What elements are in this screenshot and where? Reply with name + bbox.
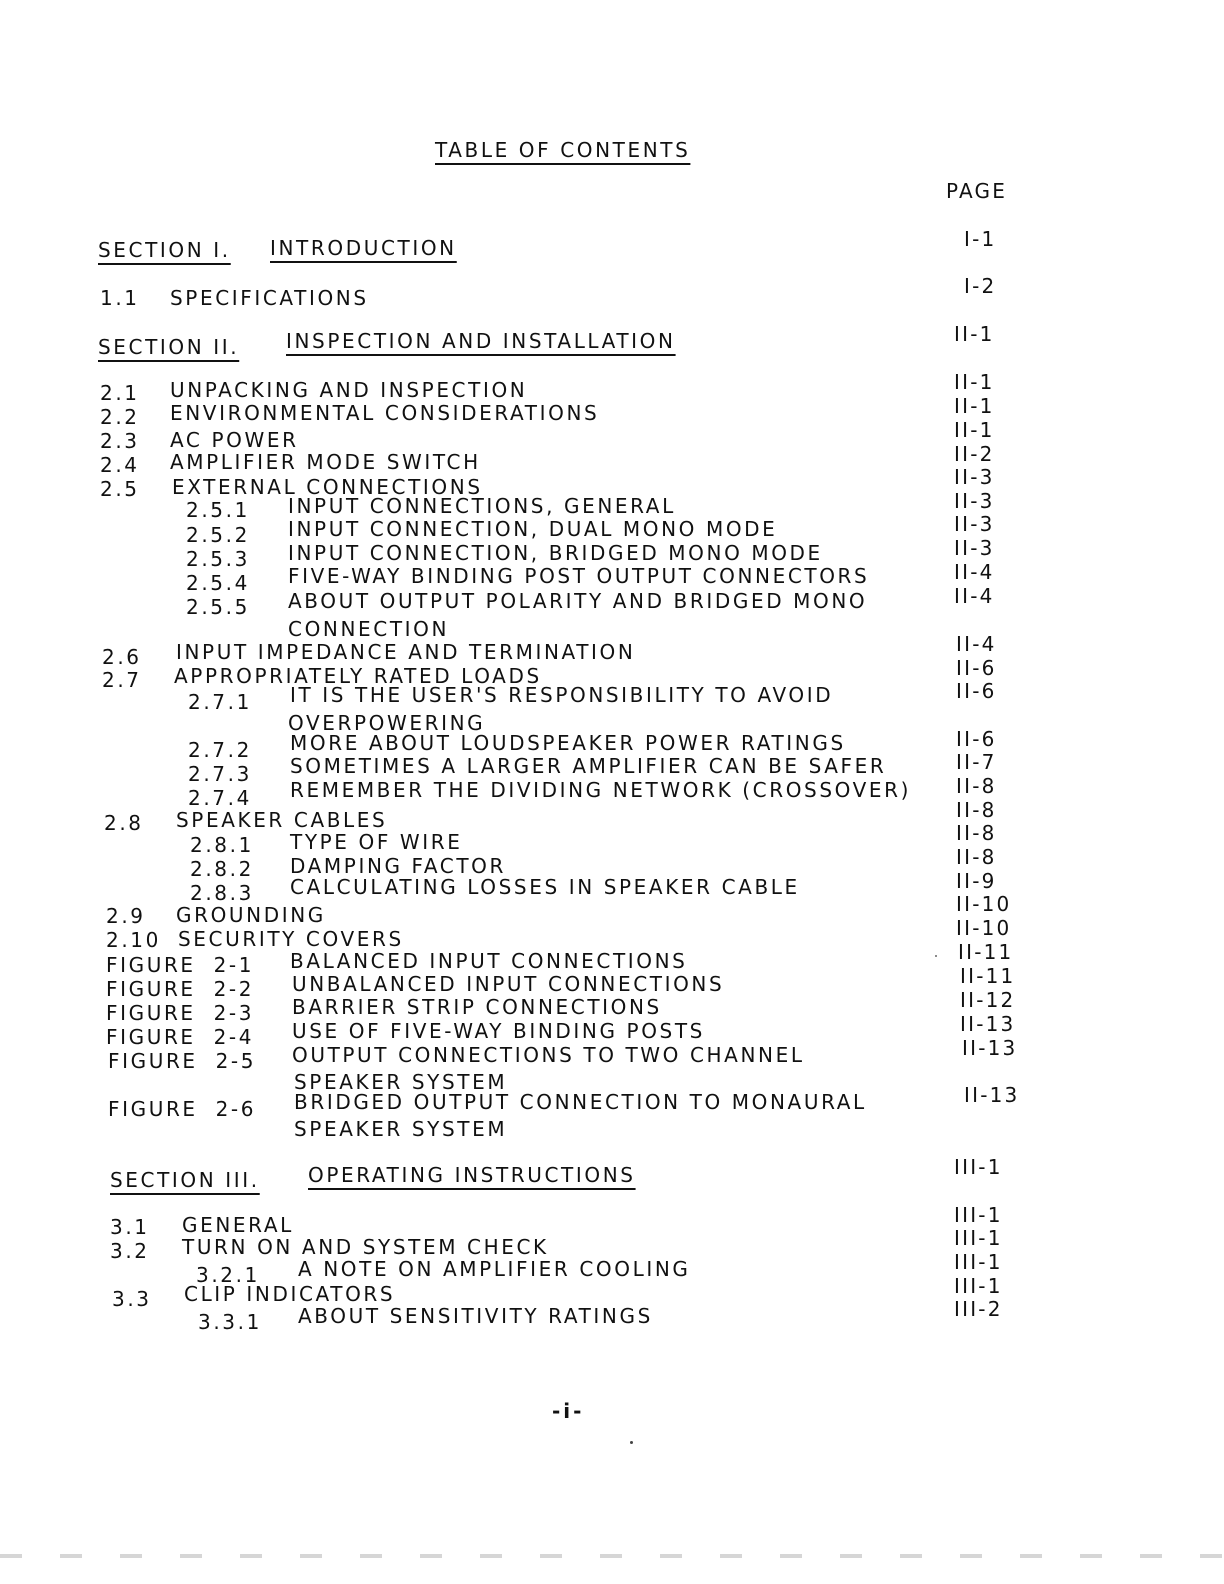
toc-entry-number: 1.1 xyxy=(100,286,140,310)
toc-figure-number: FIGURE 2-5 xyxy=(108,1049,257,1073)
toc-page-number: I-2 xyxy=(964,274,997,298)
toc-entry-number: 2.8 xyxy=(104,811,144,835)
toc-section-number: SECTION III. xyxy=(110,1168,260,1192)
toc-page-number: II-4 xyxy=(954,584,995,608)
toc-page-number: II-3 xyxy=(954,489,995,513)
toc-entry-title: TURN ON AND SYSTEM CHECK xyxy=(182,1235,549,1259)
toc-subentry-title-continued: OVERPOWERING xyxy=(288,711,486,735)
page-title: TABLE OF CONTENTS xyxy=(435,138,691,162)
toc-figure-number: FIGURE 2-6 xyxy=(108,1097,257,1121)
toc-entry-number: 2.1 xyxy=(100,381,140,405)
toc-subentry-number: 2.5.2 xyxy=(186,523,250,547)
toc-page-number: II-9 xyxy=(956,869,997,893)
toc-subentry-title: ABOUT OUTPUT POLARITY AND BRIDGED MONO xyxy=(288,589,868,613)
toc-entry-number: 2.2 xyxy=(100,405,140,429)
toc-page-number: II-10 xyxy=(956,916,1012,940)
toc-entry-number: 2.9 xyxy=(106,904,146,928)
toc-page-number: II-8 xyxy=(956,798,997,822)
page-footer-number: -i- xyxy=(552,1399,585,1423)
toc-subentry-number: 2.8.3 xyxy=(190,881,254,905)
toc-entry-number: 2.3 xyxy=(100,429,140,453)
toc-page-number: II-6 xyxy=(956,727,997,751)
toc-subentry-title: IT IS THE USER'S RESPONSIBILITY TO AVOID xyxy=(290,683,834,707)
toc-subentry-title: A NOTE ON AMPLIFIER COOLING xyxy=(298,1257,691,1281)
toc-entry-number: 2.6 xyxy=(102,645,142,669)
page-column-header: PAGE xyxy=(946,179,1008,203)
toc-entry-number: 2.7 xyxy=(102,668,142,692)
toc-page-number: III-1 xyxy=(954,1274,1003,1298)
toc-entry-title: SPEAKER CABLES xyxy=(176,808,388,832)
toc-subentry-title: CALCULATING LOSSES IN SPEAKER CABLE xyxy=(290,875,800,899)
toc-entry-title: SPECIFICATIONS xyxy=(170,286,369,310)
toc-subentry-title: INPUT CONNECTION, BRIDGED MONO MODE xyxy=(288,541,823,565)
toc-subentry-title: MORE ABOUT LOUDSPEAKER POWER RATINGS xyxy=(290,731,846,755)
toc-subentry-title: TYPE OF WIRE xyxy=(290,830,463,854)
toc-figure-number: FIGURE 2-2 xyxy=(106,977,255,1001)
toc-figure-title: BRIDGED OUTPUT CONNECTION TO MONAURAL xyxy=(294,1090,867,1114)
toc-page-number: II-11 xyxy=(960,964,1016,988)
toc-entry-number: 3.3 xyxy=(112,1287,152,1311)
toc-subentry-number: 2.5.3 xyxy=(186,547,250,571)
toc-entry-title: APPROPRIATELY RATED LOADS xyxy=(174,664,542,688)
toc-page-number: II-3 xyxy=(954,512,995,536)
toc-entry-title: INPUT IMPEDANCE AND TERMINATION xyxy=(176,640,636,664)
toc-figure-number: FIGURE 2-4 xyxy=(106,1025,255,1049)
toc-subentry-title: INPUT CONNECTION, DUAL MONO MODE xyxy=(288,517,778,541)
toc-entry-title: GENERAL xyxy=(182,1213,294,1237)
scan-speck xyxy=(935,955,937,957)
toc-page-number: II-3 xyxy=(954,465,995,489)
toc-page-number: II-1 xyxy=(954,322,995,346)
toc-page-number: II-13 xyxy=(964,1083,1020,1107)
toc-subentry-title: REMEMBER THE DIVIDING NETWORK (CROSSOVER) xyxy=(290,778,912,802)
toc-page-number: III-1 xyxy=(954,1226,1003,1250)
toc-entry-title: CLIP INDICATORS xyxy=(184,1282,396,1306)
toc-page-number: II-1 xyxy=(954,370,995,394)
toc-subentry-title: ABOUT SENSITIVITY RATINGS xyxy=(298,1304,653,1328)
toc-entry-number: 3.1 xyxy=(110,1215,150,1239)
toc-page-number: II-8 xyxy=(956,845,997,869)
scan-edge-artifact xyxy=(0,1554,1224,1558)
toc-subentry-number: 2.5.1 xyxy=(186,498,250,522)
toc-subentry-number: 2.5.5 xyxy=(186,595,250,619)
toc-section-number: SECTION I. xyxy=(98,238,231,262)
toc-entry-number: 2.4 xyxy=(100,453,140,477)
toc-subentry-title: FIVE-WAY BINDING POST OUTPUT CONNECTORS xyxy=(288,564,870,588)
toc-entry-title: AC POWER xyxy=(170,428,299,452)
toc-page-number: I-1 xyxy=(964,227,997,251)
toc-section-title: INSPECTION AND INSTALLATION xyxy=(286,329,676,353)
toc-entry-title: GROUNDING xyxy=(176,903,326,927)
toc-page-number: II-7 xyxy=(956,750,997,774)
toc-entry-title: EXTERNAL CONNECTIONS xyxy=(172,475,483,499)
toc-page-number: II-8 xyxy=(956,821,997,845)
toc-entry-number: 2.10 xyxy=(106,928,161,952)
toc-subentry-number: 2.7.2 xyxy=(188,738,252,762)
toc-page-number: III-2 xyxy=(954,1297,1003,1321)
toc-section-number: SECTION II. xyxy=(98,335,240,359)
toc-figure-title: BARRIER STRIP CONNECTIONS xyxy=(292,995,662,1019)
toc-page-number: II-3 xyxy=(954,536,995,560)
toc-figure-number: FIGURE 2-1 xyxy=(106,953,255,977)
toc-subentry-title: INPUT CONNECTIONS, GENERAL xyxy=(288,494,676,518)
toc-figure-number: FIGURE 2-3 xyxy=(106,1001,255,1025)
toc-entry-title: SECURITY COVERS xyxy=(178,927,404,951)
toc-page-number: II-1 xyxy=(954,418,995,442)
toc-subentry-title-continued: CONNECTION xyxy=(288,617,450,641)
toc-page-number: III-1 xyxy=(954,1203,1003,1227)
toc-subentry-number: 3.2.1 xyxy=(196,1263,260,1287)
toc-subentry-title: DAMPING FACTOR xyxy=(290,854,506,878)
toc-subentry-number: 2.7.1 xyxy=(188,690,252,714)
toc-subentry-title: SOMETIMES A LARGER AMPLIFIER CAN BE SAFER xyxy=(290,754,887,778)
toc-page-number: II-4 xyxy=(954,560,995,584)
toc-figure-title: BALANCED INPUT CONNECTIONS xyxy=(290,949,688,973)
toc-subentry-number: 2.7.4 xyxy=(188,786,252,810)
toc-page-number: II-6 xyxy=(956,679,997,703)
toc-figure-title-continued: SPEAKER SYSTEM xyxy=(294,1117,508,1141)
toc-subentry-number: 2.8.1 xyxy=(190,833,254,857)
toc-section-title: OPERATING INSTRUCTIONS xyxy=(308,1163,636,1187)
toc-subentry-number: 3.3.1 xyxy=(198,1310,262,1334)
toc-entry-number: 2.5 xyxy=(100,477,140,501)
toc-subentry-number: 2.8.2 xyxy=(190,857,254,881)
toc-page-number: II-13 xyxy=(960,1012,1016,1036)
toc-figure-title: USE OF FIVE-WAY BINDING POSTS xyxy=(292,1019,705,1043)
toc-page-number: II-6 xyxy=(956,656,997,680)
toc-subentry-number: 2.7.3 xyxy=(188,762,252,786)
toc-page-number: II-4 xyxy=(956,632,997,656)
toc-page-number: III-1 xyxy=(954,1250,1003,1274)
toc-page-number: III-1 xyxy=(954,1155,1003,1179)
toc-page-number: II-8 xyxy=(956,774,997,798)
toc-subentry-number: 2.5.4 xyxy=(186,571,250,595)
toc-page-number: II-12 xyxy=(960,988,1016,1012)
toc-entry-title: UNPACKING AND INSPECTION xyxy=(170,378,528,402)
toc-entry-number: 3.2 xyxy=(110,1239,150,1263)
toc-figure-title: UNBALANCED INPUT CONNECTIONS xyxy=(292,972,725,996)
toc-entry-title: AMPLIFIER MODE SWITCH xyxy=(170,450,481,474)
toc-page-number: II-1 xyxy=(954,394,995,418)
toc-entry-title: ENVIRONMENTAL CONSIDERATIONS xyxy=(170,401,600,425)
toc-figure-title: OUTPUT CONNECTIONS TO TWO CHANNEL xyxy=(292,1043,805,1067)
toc-section-title: INTRODUCTION xyxy=(270,236,457,260)
toc-figure-title-continued: SPEAKER SYSTEM xyxy=(294,1070,508,1094)
toc-page-number: II-11 xyxy=(958,940,1014,964)
toc-page-number: II-2 xyxy=(954,442,995,466)
toc-page-number: II-13 xyxy=(962,1036,1018,1060)
scan-speck xyxy=(630,1441,633,1444)
toc-page-number: II-10 xyxy=(956,892,1012,916)
